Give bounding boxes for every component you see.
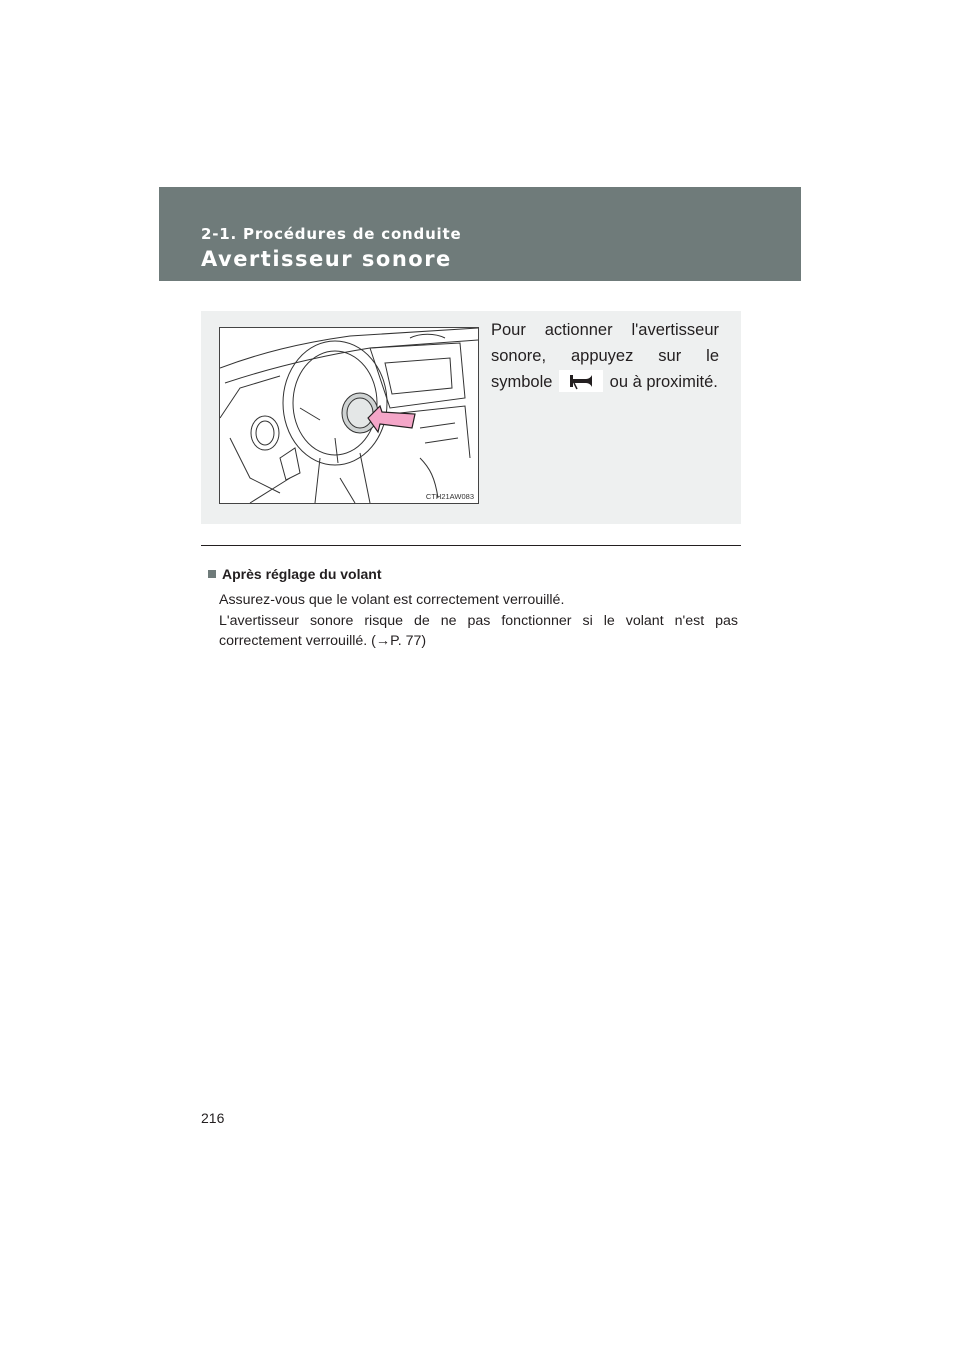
arrow-right-icon: → (375, 633, 391, 649)
page-number: 216 (201, 1110, 225, 1126)
page-title: Avertisseur sonore (201, 247, 452, 271)
section-header (159, 187, 801, 281)
note-line-1: Assurez-vous que le volant est correctement verrouillé. (219, 592, 565, 608)
horn-icon (559, 370, 603, 392)
dashboard-drawing (220, 328, 478, 503)
note-title (208, 566, 738, 582)
divider (201, 545, 741, 546)
steering-wheel-illustration (219, 327, 479, 504)
figure-code: CTH21AW083 (425, 492, 474, 501)
note-body (219, 590, 738, 652)
note-line-2 (219, 611, 738, 652)
instruction-text-end: ou à proximité. (609, 373, 718, 391)
note-title-text: Après réglage du volant (222, 566, 382, 582)
note-line-2-text: L'avertisseur sonore risque de ne pas fonctionner si le volant n'est pas correctement verrouillé. ( (219, 612, 738, 649)
note-section (208, 566, 738, 652)
section-label: 2-1. Procédures de conduite (201, 225, 462, 243)
horn-instruction (491, 317, 719, 395)
page-reference-link[interactable]: P. 77) (390, 633, 427, 649)
square-bullet-icon (208, 570, 216, 578)
illustration-panel (201, 311, 741, 524)
instruction-text: Pour actionner l'avertisseur sonore, appuyez sur le symbole (491, 321, 719, 391)
